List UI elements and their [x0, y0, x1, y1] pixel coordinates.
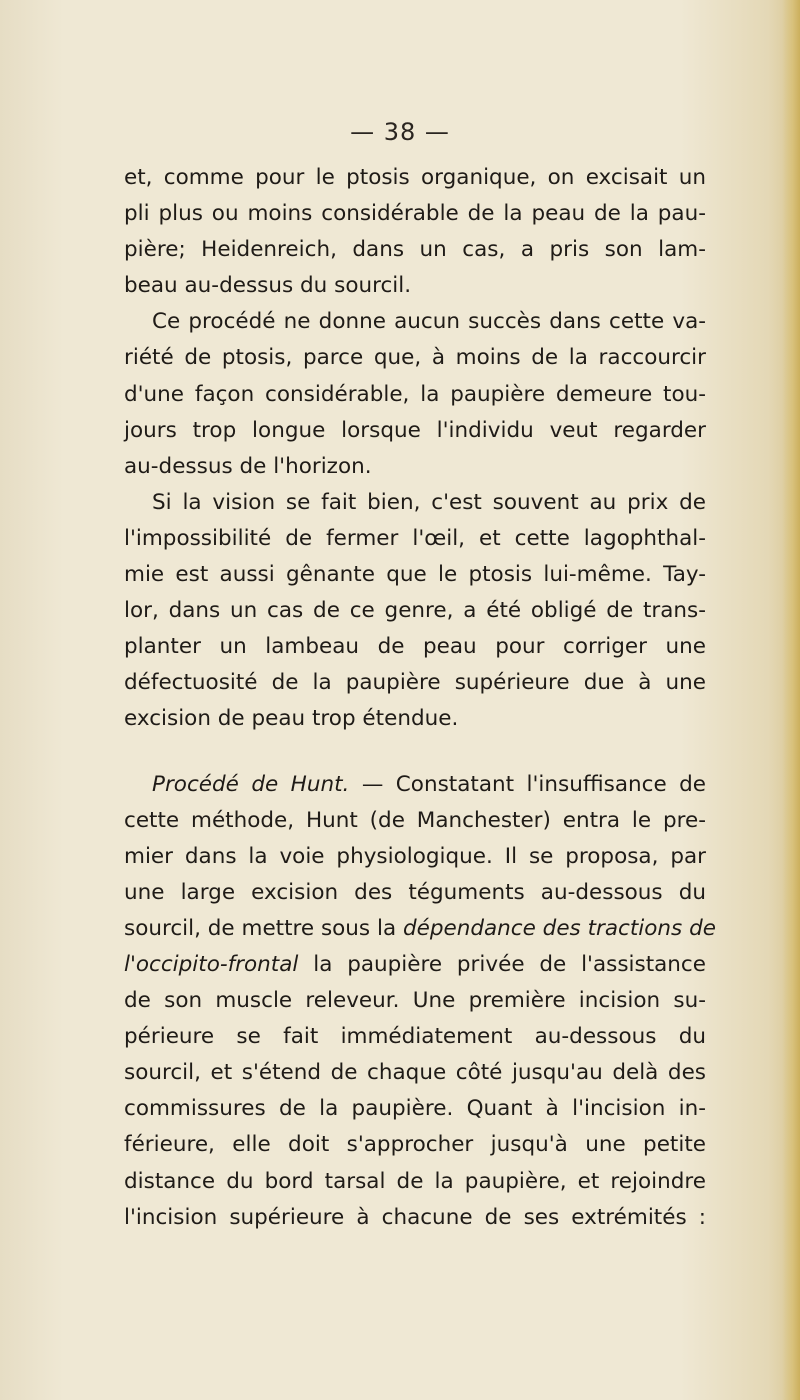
text-line: de son muscle releveur. Une première incision su- — [124, 988, 706, 1014]
text-line: commissures de la paupière. Quant à l'incision in- — [124, 1096, 706, 1122]
text-line: l'impossibilité de fermer l'œil, et cette lagophthal- — [124, 525, 706, 551]
text-line: excision de peau trop étendue. — [124, 706, 459, 732]
text-line: beau au-dessus du sourcil. — [124, 273, 412, 299]
text-line: défectuosité de la paupière supérieure due à une — [124, 670, 706, 696]
text-span: sourcil, de mettre sous la — [124, 915, 403, 941]
text-line: périeure se fait immédiatement au-dessous du — [124, 1024, 706, 1050]
page-edge — [782, 0, 800, 1400]
text-line — [124, 947, 706, 983]
text-span: la paupière privée de l'assistance — [298, 951, 706, 977]
text-line: sourcil, et s'étend de chaque côté jusqu'au delà des — [124, 1060, 706, 1086]
text-body — [124, 160, 716, 1236]
text-span: — Constatant l'insuffisance de — [349, 771, 707, 797]
section-heading: Procédé de Hunt. — [152, 771, 350, 797]
text-line: Si la vision se fait bien, c'est souvent au prix de — [152, 489, 706, 515]
text-line — [124, 911, 716, 947]
text-line: distance du bord tarsal de la paupière, et rejoindre — [124, 1168, 706, 1194]
text-line — [124, 767, 706, 803]
italic-phrase: l'occipito-frontal — [124, 951, 299, 977]
text-line: d'une façon considérable, la paupière demeure tou- — [124, 381, 706, 407]
text-line: riété de ptosis, parce que, à moins de la raccourcir — [124, 345, 706, 371]
text-line: jours trop longue lorsque l'individu veut regarder — [124, 417, 706, 443]
text-line: une large excision des téguments au-dessous du — [124, 879, 706, 905]
text-line: mier dans la voie physiologique. Il se proposa, par — [124, 843, 706, 869]
text-line: pière; Heidenreich, dans un cas, a pris son lam- — [124, 237, 706, 263]
text-line: au-dessus de l'horizon. — [124, 453, 372, 479]
page-number: — 38 — — [350, 118, 450, 146]
text-line: pli plus ou moins considérable de la peau de la pau- — [124, 201, 706, 227]
text-line: Ce procédé ne donne aucun succès dans cette va- — [152, 309, 706, 335]
text-line: planter un lambeau de peau pour corriger une — [124, 634, 706, 660]
text-line: mie est aussi gênante que le ptosis lui-même. Tay- — [124, 562, 706, 588]
text-line: férieure, elle doit s'approcher jusqu'à une petite — [124, 1132, 706, 1158]
text-line: l'incision supérieure à chacune de ses extrémités : — [124, 1204, 706, 1230]
text-line: lor, dans un cas de ce genre, a été obligé de trans- — [124, 598, 706, 624]
text-line: cette méthode, Hunt (de Manchester) entra le pre- — [124, 807, 706, 833]
text-line: et, comme pour le ptosis organique, on excisait un — [124, 165, 706, 190]
italic-phrase: dépendance des tractions de — [402, 915, 716, 941]
paragraph-gap — [124, 738, 706, 767]
